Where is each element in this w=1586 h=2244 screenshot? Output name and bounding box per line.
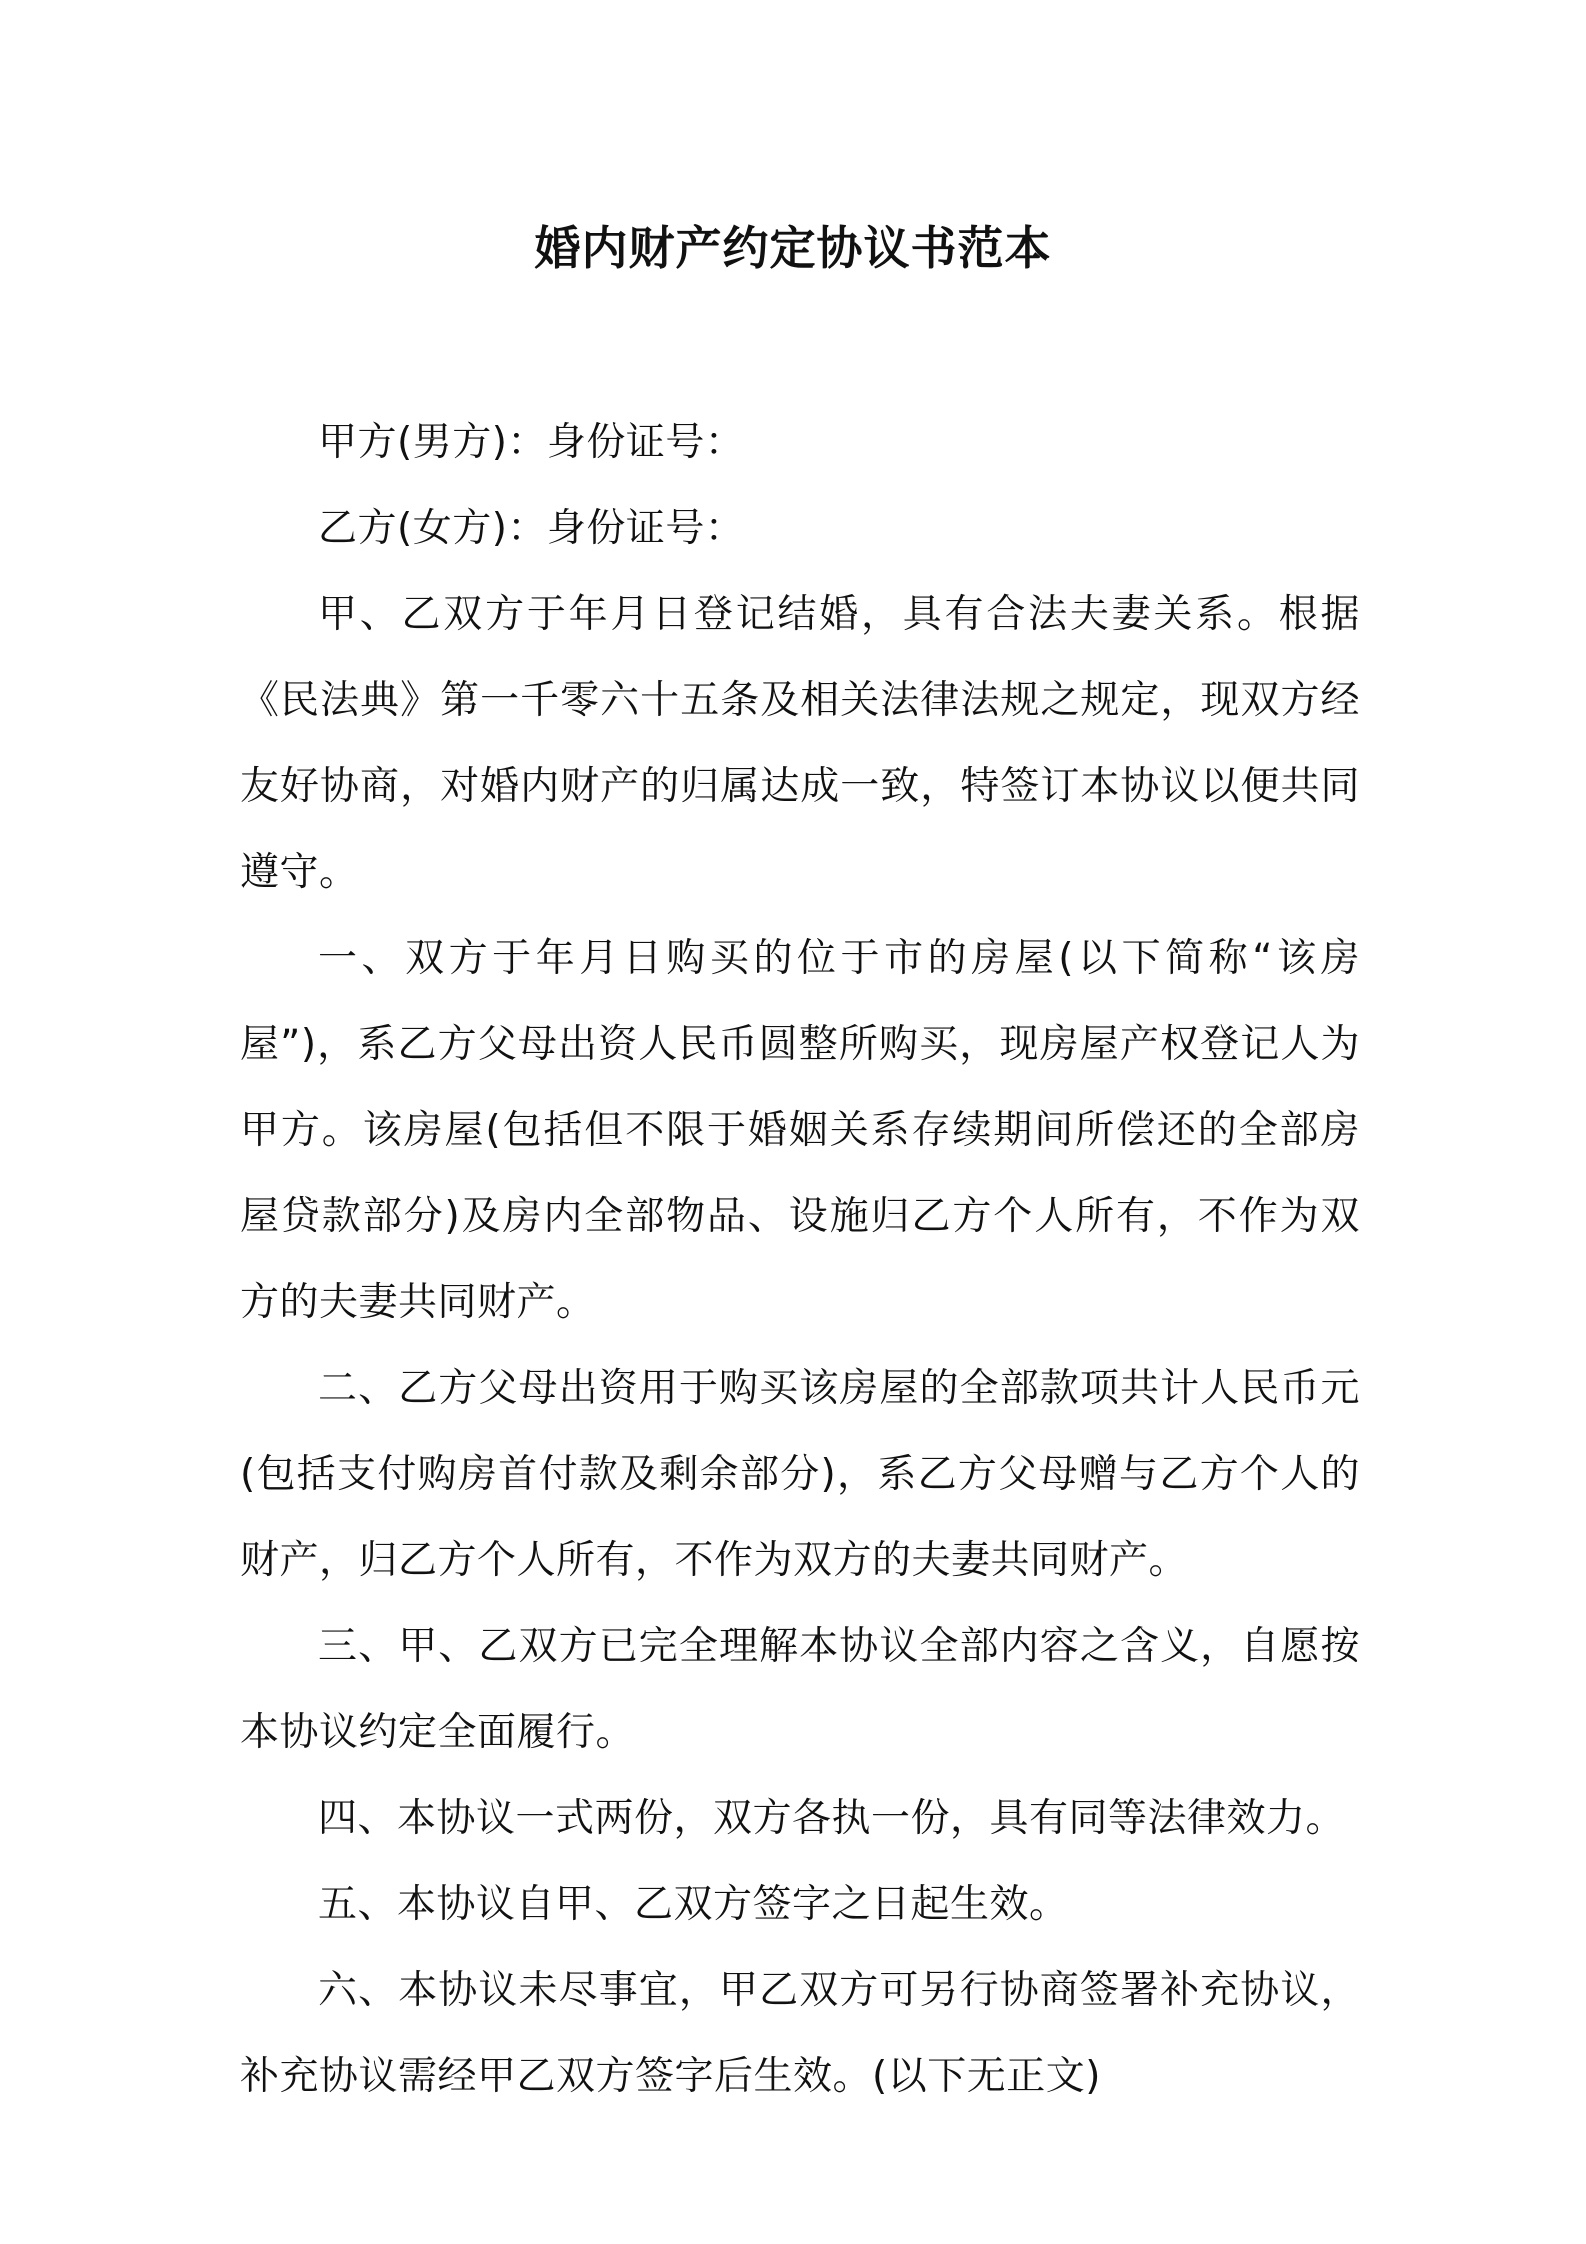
clause-6: 六、本协议未尽事宜，甲乙双方可另行协商签署补充协议，补充协议需经甲乙双方签字后生效。(以下无正文)	[240, 1968, 1360, 2099]
party-a-line: 甲方(男方)：身份证号：	[318, 420, 745, 465]
clause-5: 五、本协议自甲、乙双方签字之日起生效。	[318, 1882, 1069, 1927]
document-body	[240, 400, 1360, 2120]
clause-3: 三、甲、乙双方已完全理解本协议全部内容之含义，自愿按本协议约定全面履行。	[240, 1624, 1360, 1755]
clause-2: 二、乙方父母出资用于购买该房屋的全部款项共计人民币元(包括支付购房首付款及剩余部分)，系乙方父母赠与乙方个人的财产，归乙方个人所有，不作为双方的夫妻共同财产。	[240, 1366, 1360, 1583]
party-b-line: 乙方(女方)：身份证号：	[318, 506, 745, 551]
document-title: 婚内财产约定协议书范本	[534, 221, 1052, 275]
preamble-paragraph: 甲、乙双方于年月日登记结婚，具有合法夫妻关系。根据《民法典》第一千零六十五条及相关法律法规之规定，现双方经友好协商，对婚内财产的归属达成一致，特签订本协议以便共同遵守。	[240, 592, 1360, 895]
clause-1: 一、双方于年月日购买的位于市的房屋(以下简称“该房屋”)，系乙方父母出资人民币圆整所购买，现房屋产权登记人为甲方。该房屋(包括但不限于婚姻关系存续期间所偿还的全部房屋贷款部分)及房内全部物品、设施归乙方个人所有，不作为双方的夫妻共同财产。	[240, 936, 1360, 1325]
clause-4: 四、本协议一式两份，双方各执一份，具有同等法律效力。	[318, 1796, 1346, 1841]
